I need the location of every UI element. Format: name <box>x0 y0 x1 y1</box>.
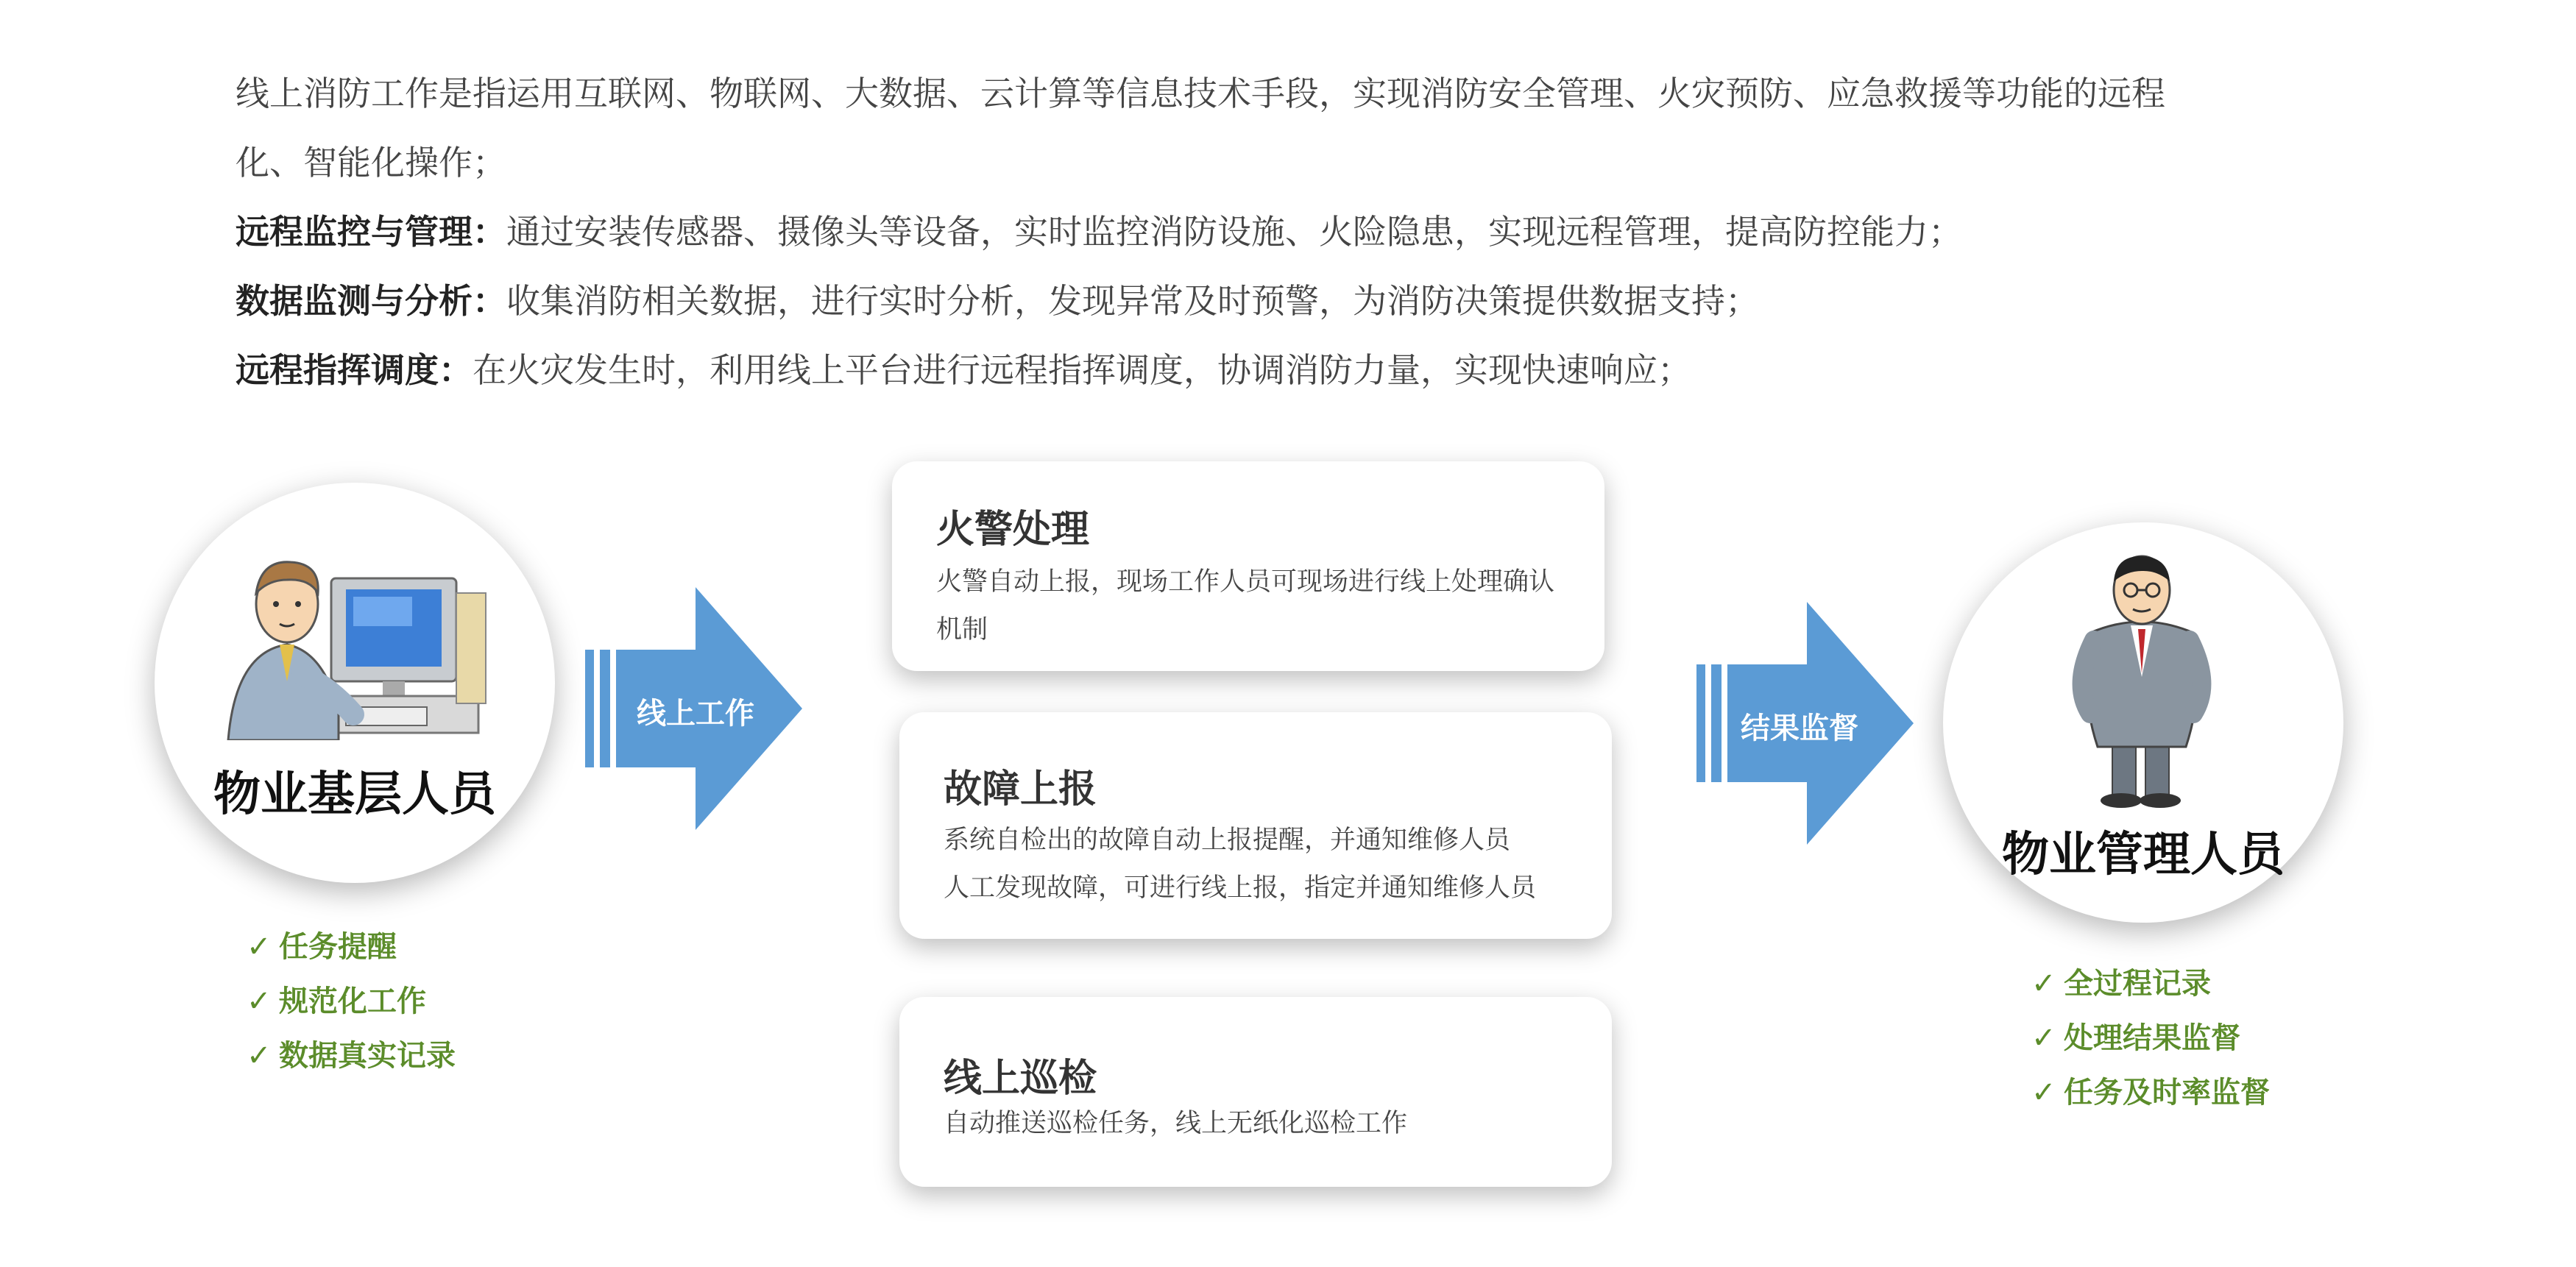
checklist-item-label: 规范化工作 <box>279 984 426 1018</box>
office-worker-icon <box>221 534 493 740</box>
checklist-item <box>247 974 456 1029</box>
checklist-item-label: 处理结果监督 <box>2064 1021 2240 1055</box>
card-description <box>944 1100 1407 1148</box>
point-label: 远程监控与管理： <box>236 212 506 252</box>
arrow-label: 结果监督 <box>1741 711 1858 745</box>
checklist-item <box>247 920 456 974</box>
card-title: 线上巡检 <box>944 1057 1097 1101</box>
left-role-circle <box>155 483 555 883</box>
checklist-item <box>2031 957 2270 1011</box>
arrow-label: 线上工作 <box>637 697 754 731</box>
point-text: 通过安装传感器、摄像头等设备，实时监控消防设施、火险隐患，实现远程管理，提高防控能力； <box>506 212 1962 252</box>
online-work-arrow <box>585 587 806 830</box>
card-desc-line: 人工发现故障，可进行线上报，指定并通知维修人员 <box>944 873 1537 903</box>
checklist-item <box>247 1029 456 1083</box>
right-role-checklist <box>2031 957 2270 1120</box>
card-desc-line: 机制 <box>936 615 988 645</box>
card-title: 火警处理 <box>936 508 1090 552</box>
result-supervision-arrow <box>1696 602 1917 845</box>
card-online-patrol <box>899 997 1612 1187</box>
check-icon: ✓ <box>2031 967 2056 1001</box>
right-role-name: 物业管理人员 <box>2002 828 2285 882</box>
card-desc-line: 系统自检出的故障自动上报提醒，并通知维修人员 <box>944 826 1511 855</box>
checklist-item <box>2031 1011 2270 1065</box>
checklist-item-label: 全过程记录 <box>2064 967 2211 1001</box>
point-text: 收集消防相关数据，进行实时分析，发现异常及时预警，为消防决策提供数据支持； <box>506 281 1759 321</box>
card-description <box>944 817 1536 912</box>
intro-paragraph-line1: 线上消防工作是指运用互联网、物联网、大数据、云计算等信息技术手段，实现消防安全管理、火灾预防、应急救援等功能的远程 <box>236 74 2165 113</box>
card-desc-line: 自动推送巡检任务，线上无纸化巡检工作 <box>944 1109 1408 1138</box>
right-role-circle <box>1943 522 2343 923</box>
checklist-item-label: 数据真实记录 <box>279 1039 456 1073</box>
point-text: 在火灾发生时，利用线上平台进行远程指挥调度，协调消防力量，实现快速响应； <box>473 350 1691 390</box>
check-icon: ✓ <box>2031 1021 2056 1055</box>
checklist-item-label: 任务及时率监督 <box>2064 1076 2270 1110</box>
checklist-item <box>2031 1065 2270 1120</box>
intro-point-remote-monitoring <box>236 197 2414 266</box>
card-fault-report <box>899 712 1612 939</box>
card-description <box>936 558 1554 654</box>
card-fire-alarm <box>892 461 1604 671</box>
intro-point-remote-command <box>236 336 2414 405</box>
intro-text <box>236 59 2414 405</box>
checklist-item-label: 任务提醒 <box>279 930 397 964</box>
left-role-checklist <box>247 920 456 1083</box>
card-desc-line: 火警自动上报，现场工作人员可现场进行线上处理确认 <box>936 567 1555 597</box>
card-title: 故障上报 <box>944 767 1097 812</box>
check-icon: ✓ <box>2031 1076 2056 1110</box>
point-label: 数据监测与分析： <box>236 281 506 321</box>
check-icon: ✓ <box>247 930 272 964</box>
manager-icon <box>2068 544 2215 809</box>
check-icon: ✓ <box>247 1039 272 1073</box>
left-role-name: 物业基层人员 <box>213 767 496 822</box>
intro-point-data-analysis <box>236 266 2414 336</box>
point-label: 远程指挥调度： <box>236 350 473 390</box>
intro-paragraph-line2: 化、智能化操作； <box>236 143 506 182</box>
check-icon: ✓ <box>247 984 272 1018</box>
